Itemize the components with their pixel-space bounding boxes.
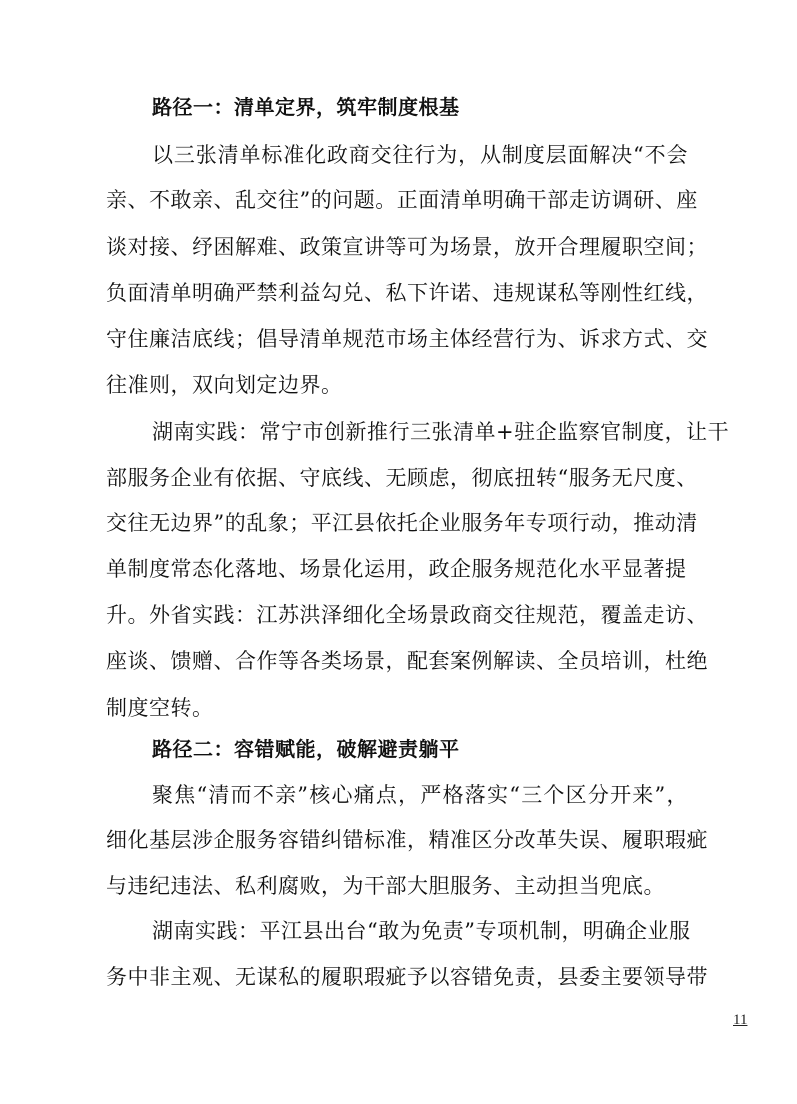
paragraph-line: 亲、不敢亲、乱交往”的问题。正面清单明确干部走访调研、座 <box>106 188 698 212</box>
paragraph-line: 单制度常态化落地、场景化运用，政企服务规范化水平显著提 <box>106 557 687 581</box>
paragraph-line: 谈对接、纾困解难、政策宣讲等可为场景，放开合理履职空间； <box>106 235 708 259</box>
section-heading: 路径二：容错赋能，破解避责躺平 <box>152 737 460 761</box>
paragraph-line: 与违纪违法、私利腐败，为干部大胆服务、主动担当兜底。 <box>106 874 665 898</box>
section-heading: 路径一：清单定界，筑牢制度根基 <box>152 95 460 119</box>
paragraph-line: 制度空转。 <box>106 696 214 720</box>
paragraph-line: 湖南实践：常宁市创新推行三张清单+驻企监察官制度，让干 <box>152 420 730 444</box>
paragraph-line: 部服务企业有依据、守底线、无顾虑，彻底扭转“服务无尺度、 <box>106 466 698 490</box>
paragraph-line: 升。外省实践：江苏洪泽细化全场景政商交往规范，覆盖走访、 <box>106 603 708 627</box>
paragraph-line: 交往无边界”的乱象；平江县依托企业服务年专项行动，推动清 <box>106 511 698 535</box>
paragraph-line: 细化基层涉企服务容错纠错标准，精准区分改革失误、履职瑕疵 <box>106 828 708 852</box>
paragraph-line: 聚焦“清而不亲”核心痛点，严格落实“三个区分开来”， <box>152 783 689 807</box>
paragraph-line: 务中非主观、无谋私的履职瑕疵予以容错免责，县委主要领导带 <box>106 965 708 989</box>
paragraph-line: 湖南实践：平江县出台“敢为免责”专项机制，明确企业服 <box>152 919 691 943</box>
paragraph-line: 座谈、馈赠、合作等各类场景，配套案例解读、全员培训，杜绝 <box>106 649 708 673</box>
paragraph-line: 守住廉洁底线；倡导清单规范市场主体经营行为、诉求方式、交 <box>106 327 708 351</box>
paragraph-line: 往准则，双向划定边界。 <box>106 373 343 397</box>
page-number: 11 <box>733 1012 748 1028</box>
paragraph-line: 负面清单明确严禁利益勾兑、私下许诺、违规谋私等刚性红线， <box>106 281 708 305</box>
paragraph-line: 以三张清单标准化政商交往行为，从制度层面解决“不会 <box>152 143 689 167</box>
